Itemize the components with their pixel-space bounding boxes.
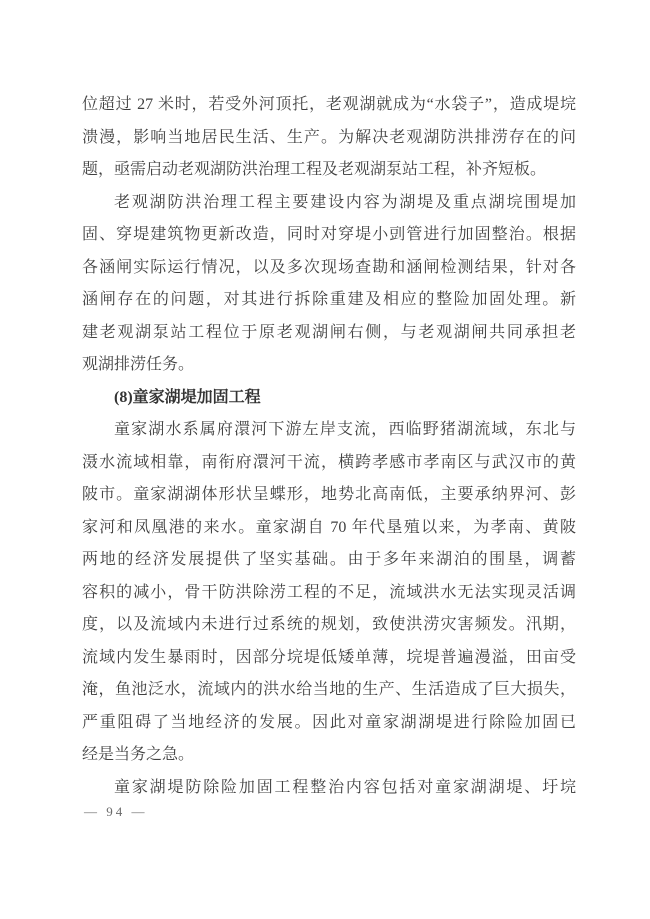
text-line: 容积的减小，骨干防洪除涝工程的不足，流域洪水无法实现灵活调 (82, 583, 576, 601)
text-line: 家河和凤凰港的来水。童家湖自 70 年代垦殖以来，为孝南、黄陂 (82, 518, 576, 536)
text-line: 建老观湖泵站工程位于原老观湖闸右侧，与老观湖闸共同承担老 (82, 323, 576, 341)
text-line: 涵闸存在的问题，对其进行拆除重建及相应的整险加固处理。新 (82, 291, 576, 308)
text-line: 童家湖堤防除险加固工程整治内容包括对童家湖湖堤、圩垸 (114, 778, 576, 796)
text-line: 老观湖防洪治理工程主要建设内容为湖堤及重点湖垸围堤加 (114, 193, 576, 211)
text-line: 经是当务之急。 (82, 746, 195, 763)
text-line: 各涵闸实际运行情况，以及多次现场查勘和涵闸检测结果，针对各 (82, 258, 576, 276)
text-line: 两地的经济发展提供了坚实基础。由于多年来湖泊的围垦，调蓄 (82, 551, 576, 568)
text-line: 位超过 27 米时，若受外河顶托，老观湖就成为“水袋子”，造成堤垸 (82, 96, 576, 113)
text-line: 流域内发生暴雨时，因部分垸堤低矮单薄，垸堤普遍漫溢，田亩受 (82, 648, 576, 666)
text-area (82, 89, 576, 804)
paragraph (82, 187, 576, 382)
text-line: 淹，鱼池泛水，流域内的洪水给当地的生产、生活造成了巨大损失， (82, 681, 576, 698)
text-line: (8)童家湖堤加固工程 (114, 388, 261, 406)
paragraph (82, 414, 576, 772)
text-line: 童家湖水系属府澴河下游左岸支流，西临野猪湖流域，东北与 (114, 421, 576, 438)
text-line: 滠水流域相靠，南衔府澴河干流，横跨孝感市孝南区与武汉市的黄 (82, 453, 576, 471)
text-line: 题，亟需启动老观湖防洪治理工程及老观湖泵站工程，补齐短板。 (82, 161, 547, 178)
text-line: 溃漫，影响当地居民生活、生产。为解决老观湖防洪排涝存在的问 (82, 128, 576, 146)
text-line: 观湖排涝任务。 (82, 356, 195, 373)
text-line: 固、穿堤建筑物更新改造，同时对穿堤小剅管进行加固整治。根据 (82, 226, 576, 243)
text-line: 度，以及流域内未进行过系统的规划，致使洪涝灾害频发。汛期， (82, 616, 576, 633)
page-number: — 94 — (84, 804, 148, 819)
section-heading (82, 382, 576, 415)
paragraph (82, 772, 576, 805)
text-line: 严重阻碍了当地经济的发展。因此对童家湖湖堤进行除险加固已 (82, 713, 576, 731)
text-line: 陂市。童家湖湖体形状呈蝶形，地势北高南低，主要承纳界河、彭 (82, 486, 576, 503)
paragraph (82, 89, 576, 187)
